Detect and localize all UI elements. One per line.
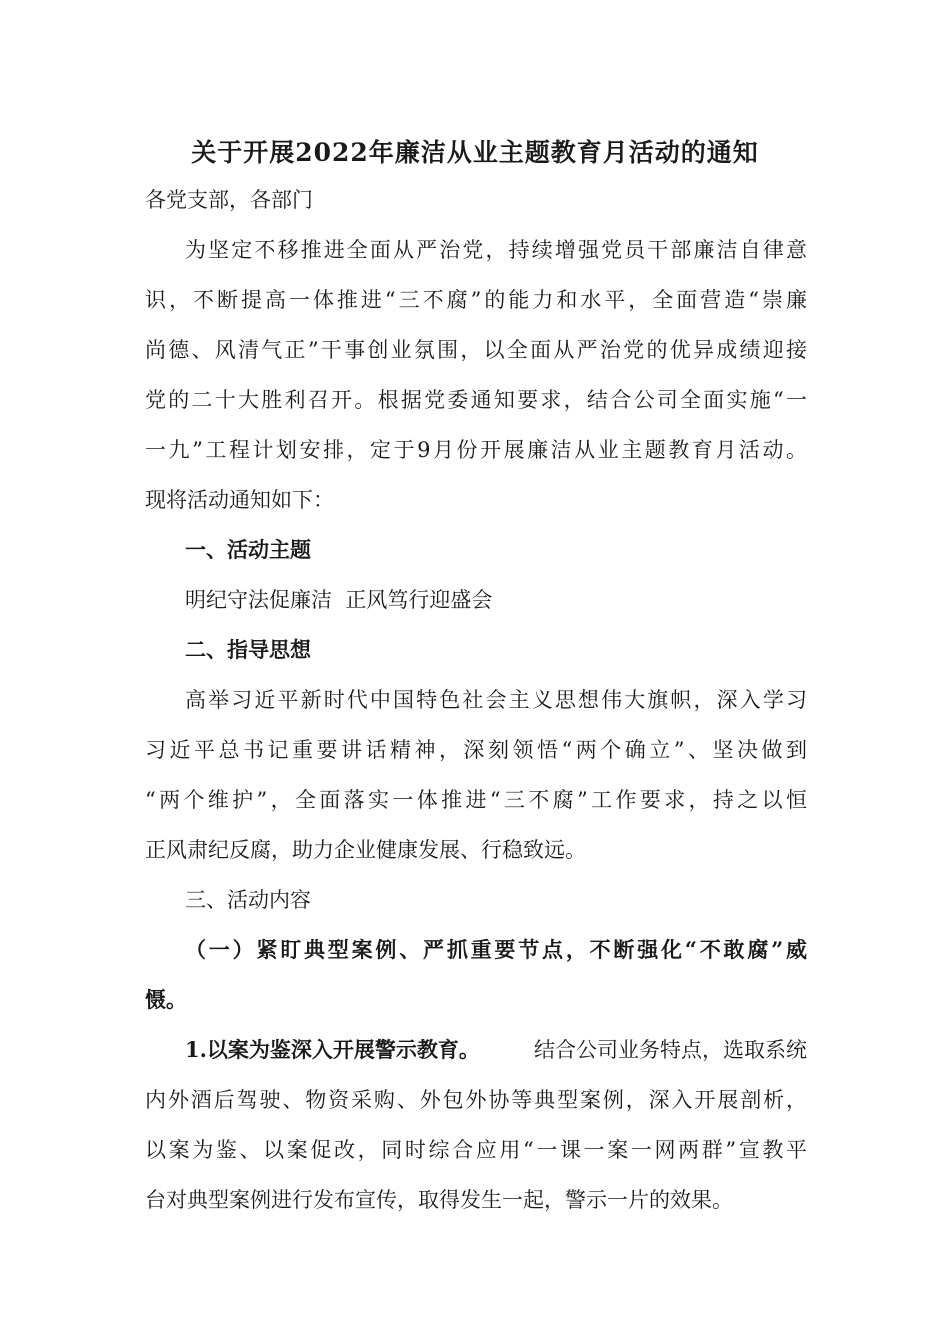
document-title: 关于开展2022年廉洁从业主题教育月活动的通知 (191, 138, 759, 167)
section-heading: 一、活动主题 (185, 537, 311, 562)
section-heading: 二、指导思想 (185, 637, 311, 662)
paragraph-line: 高举习近平新时代中国特色社会主义思想伟大旗帜，深入学习 (185, 688, 807, 712)
paragraph-line: 习近平总书记重要讲话精神，深刻领悟“两个确立”、坚决做到 (145, 738, 807, 762)
intro-line: 现将活动通知如下： (145, 488, 334, 512)
intro-line: 为坚定不移推进全面从严治党，持续增强党员干部廉洁自律意 (185, 238, 807, 262)
item-heading: 1.以案为鉴深入开展警示教育。 (185, 1037, 480, 1062)
intro-line: 尚德、风清气正”干事创业氛围，以全面从严治党的优异成绩迎接 (145, 338, 807, 362)
item-line (185, 1035, 807, 1065)
paragraph-line: “两个维护”，全面落实一体推进“三不腐”工作要求，持之以恒 (145, 788, 807, 812)
theme-text: 明纪守法促廉洁 正风笃行迎盛会 (185, 588, 493, 612)
paragraph-line: 台对典型案例进行发布宣传，取得发生一起，警示一片的效果。 (145, 1188, 733, 1212)
section-heading: 三、活动内容 (185, 888, 311, 912)
subsection-heading: （一）紧盯典型案例、严抓重要节点，不断强化“不敢腐”威 (185, 937, 807, 962)
intro-line: 识，不断提高一体推进“三不腐”的能力和水平，全面营造“崇廉 (145, 288, 807, 312)
salutation: 各党支部，各部门 (145, 188, 313, 212)
intro-line: 党的二十大胜利召开。根据党委通知要求，结合公司全面实施“一 (145, 388, 807, 412)
subsection-heading: 慑。 (145, 987, 187, 1012)
intro-line: 一九”工程计划安排，定于9月份开展廉洁从业主题教育月活动。 (145, 438, 807, 462)
paragraph-line: 以案为鉴、以案促改，同时综合应用“一课一案一网两群”宣教平 (145, 1138, 807, 1162)
item-text: 结合公司业务特点，选取系统 (534, 1038, 807, 1062)
paragraph-line: 内外酒后驾驶、物资采购、外包外协等典型案例，深入开展剖析， (145, 1088, 807, 1112)
paragraph-line: 正风肃纪反腐，助力企业健康发展、行稳致远。 (145, 838, 586, 862)
